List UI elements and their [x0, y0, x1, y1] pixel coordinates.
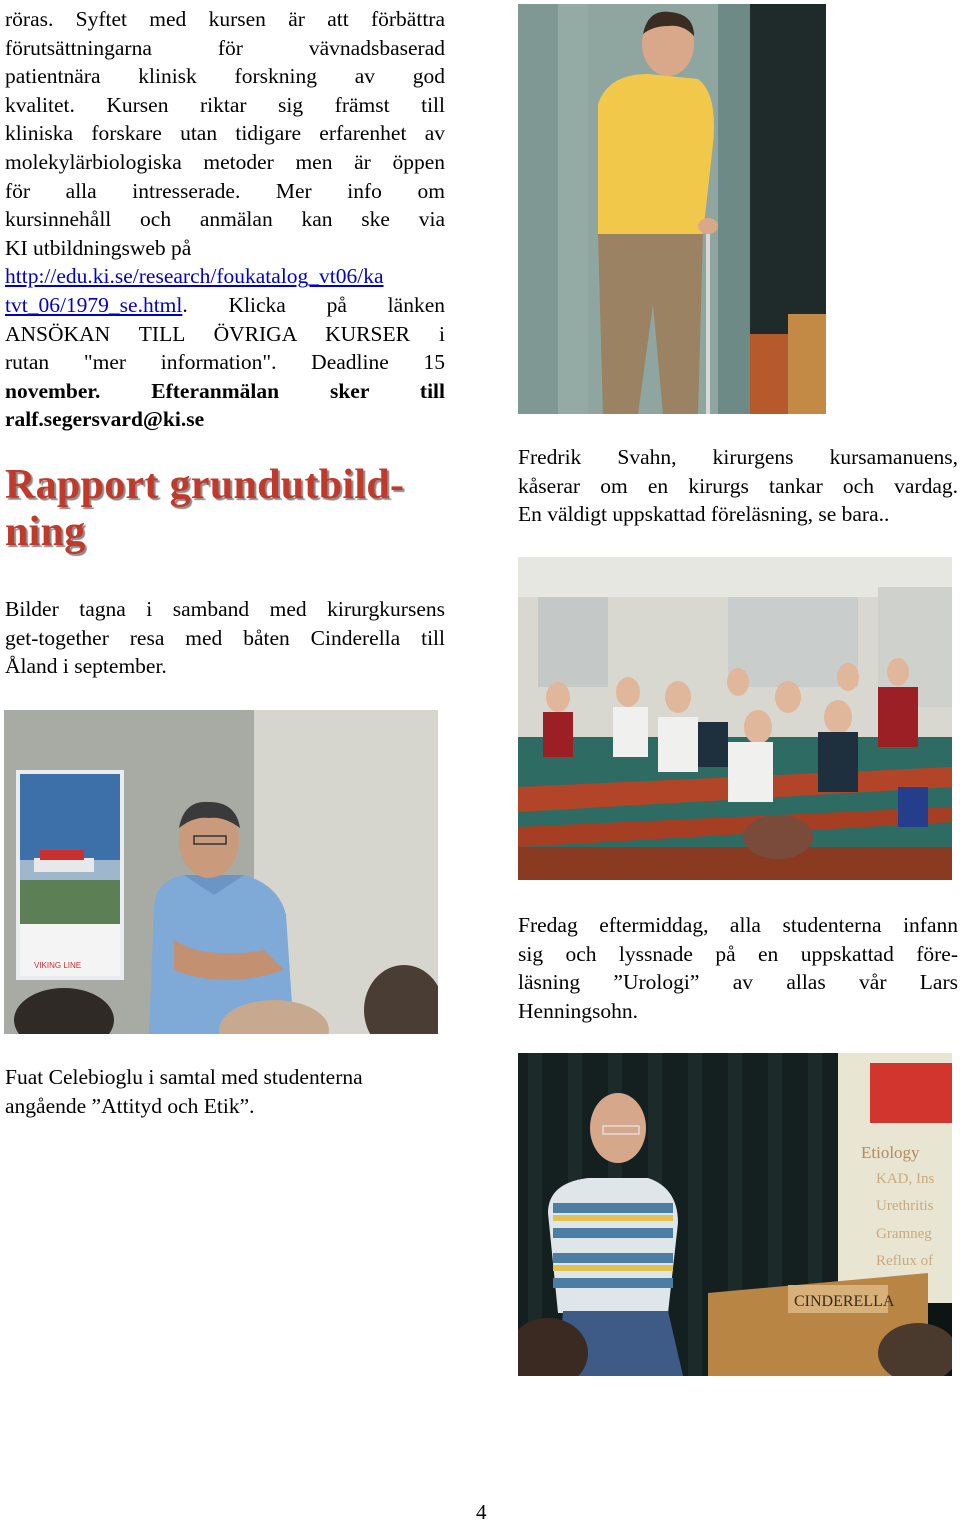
trip-caption: [5, 595, 445, 681]
page-number: 4: [476, 1500, 487, 1524]
intro-line: röras. Syftet med kursen är att förbättra: [5, 7, 445, 31]
intro-line: för alla intresserade. Mer info om: [5, 178, 445, 203]
caption-line: sig och lyssnade på en uppskattad före-: [518, 941, 958, 966]
slide-item-text: KAD, Ins: [876, 1171, 935, 1187]
heading-line: ning: [5, 509, 86, 555]
slide-item-text: Urethritis: [876, 1198, 934, 1214]
slide-item-text: Gramneg: [876, 1226, 932, 1242]
photo-classroom: [518, 557, 952, 880]
info-line: rutan "mer information". Deadline 15: [5, 350, 445, 375]
section-heading: [5, 462, 445, 556]
intro-line: KI utbildningsweb på: [5, 235, 192, 260]
intro-line: patientnära klinisk forskning av god: [5, 64, 445, 89]
lecture-caption: [518, 911, 958, 1025]
course-link-line: [5, 262, 445, 291]
intro-line: förutsättningarna för vävnadsbaserad: [5, 35, 445, 60]
poster-text: VIKING LINE: [34, 961, 82, 970]
fuat-caption: [5, 1063, 445, 1120]
course-link-part1[interactable]: http://edu.ki.se/research/foukatalog_vt06/ka: [5, 264, 384, 289]
after-link-text: . Klicka på länken: [182, 292, 445, 317]
deadline-bold-line: november. Efteranmälan sker till: [5, 378, 445, 403]
caps-line: ANSÖKAN TILL ÖVRIGA KURSER i: [5, 321, 445, 346]
contact-email: ralf.segersvard@ki.se: [5, 407, 205, 432]
intro-paragraph: [5, 5, 445, 434]
caption-line: angående ”Attityd och Etik”.: [5, 1093, 255, 1118]
caption-line: Fuat Celebioglu i samtal med studenterna: [5, 1065, 363, 1089]
heading-line: Rapport grundutbild-: [5, 462, 405, 508]
slide-title-text: Etiology: [861, 1143, 920, 1162]
caption-line: kåserar om en kirurgs tankar och vardag.: [518, 473, 958, 498]
intro-line: kvalitet. Kursen riktar sig främst till: [5, 92, 445, 117]
caption-line: Bilder tagna i samband med kirurgkursens: [5, 597, 445, 621]
link-continuation-line: [5, 291, 445, 320]
photo-lars: [518, 1053, 952, 1376]
slide-item-text: Reflux of: [876, 1253, 934, 1269]
caption-line: läsning ”Urologi” av allas vår Lars: [518, 970, 958, 995]
caption-line: Åland i september.: [5, 654, 167, 679]
fredrik-caption: [518, 443, 958, 529]
caption-line: Fredrik Svahn, kirurgens kursamanuens,: [518, 445, 958, 469]
podium-label-text: CINDERELLA: [794, 1293, 895, 1310]
photo-fredrik: [518, 4, 826, 414]
caption-line: Henningsohn.: [518, 998, 639, 1023]
caption-line: En väldigt uppskattad föreläsning, se bara..: [518, 502, 890, 527]
intro-line: kliniska forskare utan tidigare erfarenhet av: [5, 121, 445, 146]
caption-line: Fredag eftermiddag, alla studenterna infann: [518, 913, 958, 937]
intro-line: kursinnehåll och anmälan kan ske via: [5, 207, 445, 232]
course-link-part2[interactable]: tvt_06/1979_se.html: [5, 292, 183, 317]
intro-line: molekylärbiologiska metoder men är öppen: [5, 149, 445, 174]
photo-fuat: [4, 710, 438, 1034]
caption-line: get-together resa med båten Cinderella till: [5, 625, 445, 650]
